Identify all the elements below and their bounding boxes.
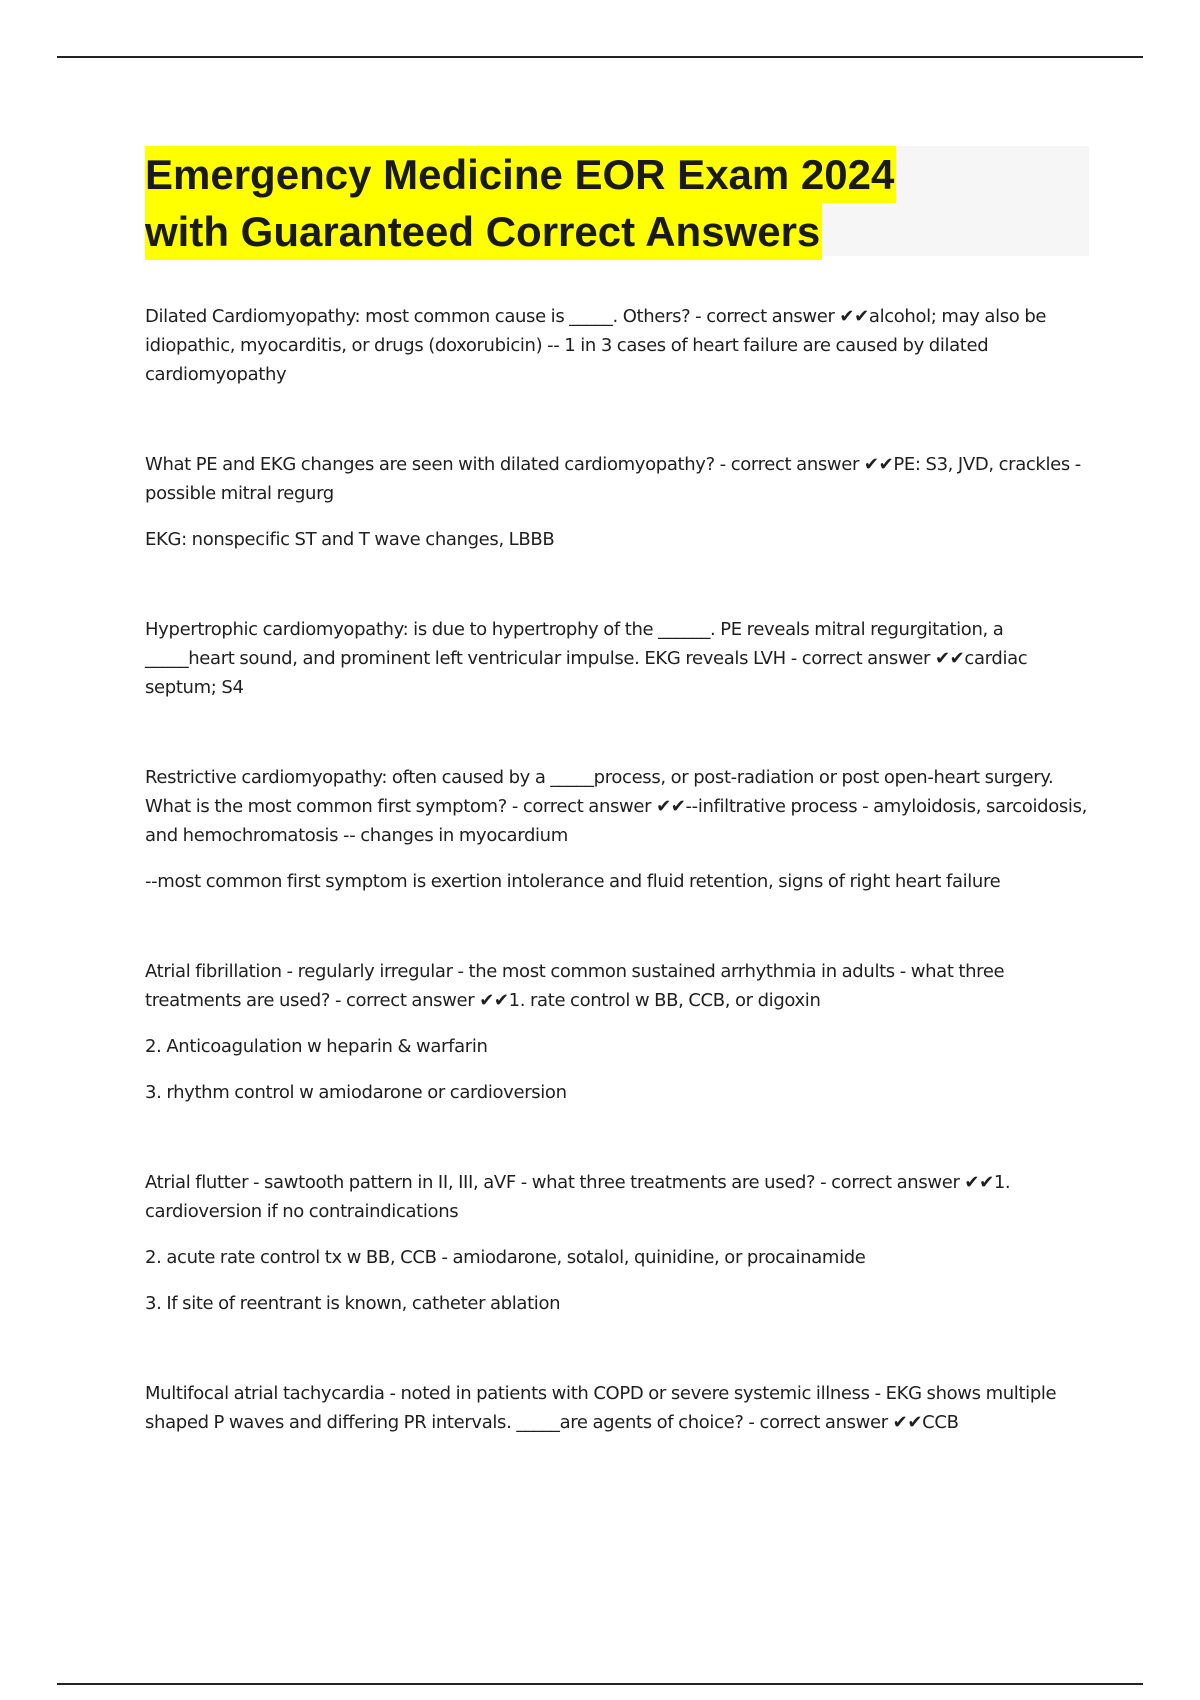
qa-answer-continuation: 3. If site of reentrant is known, catheter ablation [145, 1293, 561, 1314]
qa-answer-continuation: 3. rhythm control w amiodarone or cardioversion [145, 1082, 567, 1103]
qa-content [145, 302, 1095, 1437]
qa-question-answer: Multifocal atrial tachycardia - noted in patients with COPD or severe systemic illness - EKG shows multiple shaped P waves and differing PR intervals. _____are agents of choice? - correct answer ✔✔CCB [145, 1383, 1057, 1433]
qa-question-answer: What PE and EKG changes are seen with dilated cardiomyopathy? - correct answer ✔✔PE: S3, JVD, crackles - possible mitral regurg [145, 454, 1081, 504]
qa-question-answer: Restrictive cardiomyopathy: often caused by a _____process, or post-radiation or post open-heart surgery. What is the most common first symptom? - correct answer ✔✔--infiltrative process - amyloidosis, sarcoidosis, and hemochromatosis -- changes in myocardium [145, 767, 1087, 846]
qa-item [145, 1379, 1095, 1437]
qa-question-answer: Atrial fibrillation - regularly irregular - the most common sustained arrhythmia in adults - what three treatments are used? - correct answer ✔✔1. rate control w BB, CCB, or digoxin [145, 961, 1005, 1011]
qa-item [145, 615, 1095, 702]
qa-item [145, 302, 1095, 389]
qa-item [145, 763, 1095, 896]
qa-item [145, 1168, 1095, 1318]
qa-answer-continuation: --most common first symptom is exertion intolerance and fluid retention, signs of right heart failure [145, 871, 1001, 892]
qa-question-answer: Hypertrophic cardiomyopathy: is due to hypertrophy of the ______. PE reveals mitral regurgitation, a _____heart sound, and prominent left ventricular impulse. EKG reveals LVH - correct answer ✔✔cardiac septum; S4 [145, 619, 1028, 698]
document-title [145, 146, 1089, 260]
qa-item [145, 450, 1095, 554]
qa-answer-continuation: 2. Anticoagulation w heparin & warfarin [145, 1036, 488, 1057]
qa-item [145, 957, 1095, 1107]
qa-question-answer: Atrial flutter - sawtooth pattern in II, III, aVF - what three treatments are used? - correct answer ✔✔1. cardioversion if no contraindications [145, 1172, 1011, 1222]
footer-rule [57, 1683, 1143, 1685]
header-rule [57, 56, 1143, 58]
qa-answer-continuation: EKG: nonspecific ST and T wave changes, LBBB [145, 529, 555, 550]
qa-answer-continuation: 2. acute rate control tx w BB, CCB - amiodarone, sotalol, quinidine, or procainamide [145, 1247, 866, 1268]
title-line-2: with Guaranteed Correct Answers [145, 203, 822, 260]
qa-question-answer: Dilated Cardiomyopathy: most common cause is _____. Others? - correct answer ✔✔alcohol; may also be idiopathic, myocarditis, or drugs (doxorubicin) -- 1 in 3 cases of heart failure are caused by dilated cardiomyopathy [145, 306, 1047, 385]
title-line-1: Emergency Medicine EOR Exam 2024 [145, 146, 896, 203]
